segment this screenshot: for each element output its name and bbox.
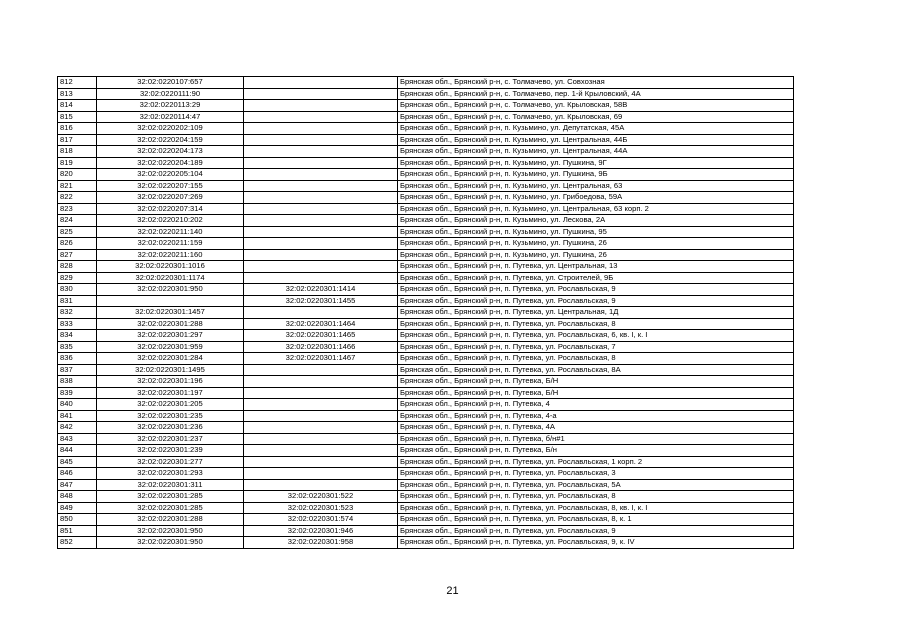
cadastral-number-cell: 32:02:0220301:236: [97, 422, 244, 434]
related-cadastral-number-cell: [244, 468, 398, 480]
table-row: [58, 433, 794, 445]
cadastral-number-cell: 32:02:0220301:950: [97, 537, 244, 549]
address-cell: Брянская обл., Брянский р-н, с. Толмачево, ул. Крыловская, 69: [398, 111, 794, 123]
cadastral-number-cell: 32:02:0220107:657: [97, 77, 244, 89]
row-number-cell: 847: [58, 479, 97, 491]
address-cell: Брянская обл., Брянский р-н, п. Путевка, 4А: [398, 422, 794, 434]
related-cadastral-number-cell: [244, 192, 398, 204]
table-row: [58, 410, 794, 422]
address-cell: Брянская обл., Брянский р-н, п. Путевка, Б/Н: [398, 387, 794, 399]
cadastral-number-cell: 32:02:0220301:235: [97, 410, 244, 422]
cadastral-number-cell: 32:02:0220301:288: [97, 318, 244, 330]
row-number-cell: 813: [58, 88, 97, 100]
related-cadastral-number-cell: [244, 169, 398, 181]
table-row: [58, 249, 794, 261]
row-number-cell: 836: [58, 353, 97, 365]
address-cell: Брянская обл., Брянский р-н, п. Путевка, ул. Рославльская, 3: [398, 468, 794, 480]
row-number-cell: 818: [58, 146, 97, 158]
table-row: [58, 100, 794, 112]
table-body: [58, 77, 794, 549]
cadastral-number-cell: 32:02:0220301:293: [97, 468, 244, 480]
related-cadastral-number-cell: [244, 238, 398, 250]
table-row: [58, 203, 794, 215]
table-row: [58, 111, 794, 123]
cadastral-number-cell: 32:02:0220204:189: [97, 157, 244, 169]
cadastral-number-cell: 32:02:0220301:311: [97, 479, 244, 491]
address-cell: Брянская обл., Брянский р-н, п. Кузьмино, ул. Пушкина, 26: [398, 249, 794, 261]
table-row: [58, 364, 794, 376]
related-cadastral-number-cell: [244, 157, 398, 169]
address-cell: Брянская обл., Брянский р-н, п. Кузьмино, ул. Пушкина, 95: [398, 226, 794, 238]
related-cadastral-number-cell: [244, 479, 398, 491]
cadastral-number-cell: 32:02:0220207:314: [97, 203, 244, 215]
table-row: [58, 123, 794, 135]
address-cell: Брянская обл., Брянский р-н, п. Кузьмино, ул. Лескова, 2А: [398, 215, 794, 227]
related-cadastral-number-cell: 32:02:0220301:1467: [244, 353, 398, 365]
row-number-cell: 825: [58, 226, 97, 238]
cadastral-number-cell: 32:02:0220301:1174: [97, 272, 244, 284]
cadastral-number-cell: 32:02:0220301:205: [97, 399, 244, 411]
cadastral-number-cell: 32:02:0220114:47: [97, 111, 244, 123]
table-row: [58, 169, 794, 181]
table-row: [58, 238, 794, 250]
row-number-cell: 816: [58, 123, 97, 135]
table-row: [58, 445, 794, 457]
address-cell: Брянская обл., Брянский р-н, п. Путевка, Б/Н: [398, 376, 794, 388]
cadastral-number-cell: 32:02:0220202:109: [97, 123, 244, 135]
related-cadastral-number-cell: 32:02:0220301:946: [244, 525, 398, 537]
row-number-cell: 822: [58, 192, 97, 204]
cadastral-number-cell: 32:02:0220211:159: [97, 238, 244, 250]
table-row: [58, 157, 794, 169]
table-row: [58, 399, 794, 411]
table-row: [58, 192, 794, 204]
table-row: [58, 215, 794, 227]
table-row: [58, 525, 794, 537]
related-cadastral-number-cell: [244, 123, 398, 135]
address-cell: Брянская обл., Брянский р-н, п. Путевка, ул. Центральная, 13: [398, 261, 794, 273]
row-number-cell: 841: [58, 410, 97, 422]
table-row: [58, 77, 794, 89]
row-number-cell: 845: [58, 456, 97, 468]
table-row: [58, 376, 794, 388]
table-row: [58, 353, 794, 365]
row-number-cell: 834: [58, 330, 97, 342]
cadastral-number-cell: 32:02:0220207:269: [97, 192, 244, 204]
address-cell: Брянская обл., Брянский р-н, п. Путевка, ул. Рославльская, 1 корп. 2: [398, 456, 794, 468]
cadastral-number-cell: 32:02:0220210:202: [97, 215, 244, 227]
row-number-cell: 832: [58, 307, 97, 319]
cadastral-number-cell: 32:02:0220301:950: [97, 525, 244, 537]
row-number-cell: 837: [58, 364, 97, 376]
related-cadastral-number-cell: [244, 422, 398, 434]
cadastral-number-cell: 32:02:0220301:285: [97, 491, 244, 503]
related-cadastral-number-cell: [244, 249, 398, 261]
cadastral-number-cell: 32:02:0220301:1495: [97, 364, 244, 376]
related-cadastral-number-cell: [244, 387, 398, 399]
address-cell: Брянская обл., Брянский р-н, п. Путевка, ул. Рославльская, 9: [398, 295, 794, 307]
related-cadastral-number-cell: [244, 307, 398, 319]
related-cadastral-number-cell: [244, 111, 398, 123]
address-cell: Брянская обл., Брянский р-н, п. Путевка, ул. Рославльская, 8: [398, 491, 794, 503]
table-row: [58, 180, 794, 192]
cadastral-number-cell: 32:02:0220211:160: [97, 249, 244, 261]
related-cadastral-number-cell: 32:02:0220301:1414: [244, 284, 398, 296]
table-row: [58, 456, 794, 468]
table-row: [58, 491, 794, 503]
related-cadastral-number-cell: [244, 100, 398, 112]
table-row: [58, 387, 794, 399]
table-row: [58, 537, 794, 549]
address-cell: Брянская обл., Брянский р-н, п. Путевка, ул. Строителей, 9Б: [398, 272, 794, 284]
row-number-cell: 838: [58, 376, 97, 388]
related-cadastral-number-cell: [244, 261, 398, 273]
table-row: [58, 514, 794, 526]
address-cell: Брянская обл., Брянский р-н, п. Путевка, ул. Рославльская, 8А: [398, 364, 794, 376]
page-number: 21: [446, 585, 459, 597]
address-cell: Брянская обл., Брянский р-н, п. Кузьмино, ул. Грибоедова, 59А: [398, 192, 794, 204]
cadastral-number-cell: 32:02:0220301:277: [97, 456, 244, 468]
table-row: [58, 134, 794, 146]
cadastral-number-cell: 32:02:0220301:239: [97, 445, 244, 457]
table-row: [58, 261, 794, 273]
related-cadastral-number-cell: [244, 456, 398, 468]
row-number-cell: 833: [58, 318, 97, 330]
table-row: [58, 88, 794, 100]
related-cadastral-number-cell: 32:02:0220301:1455: [244, 295, 398, 307]
table-row: [58, 146, 794, 158]
row-number-cell: 831: [58, 295, 97, 307]
address-cell: Брянская обл., Брянский р-н, п. Путевка, ул. Рославльская, 8: [398, 318, 794, 330]
cadastral-number-cell: 32:02:0220211:140: [97, 226, 244, 238]
table-row: [58, 330, 794, 342]
address-cell: Брянская обл., Брянский р-н, п. Путевка, ул. Рославльская, 5А: [398, 479, 794, 491]
cadastral-number-cell: 32:02:0220301:297: [97, 330, 244, 342]
address-cell: Брянская обл., Брянский р-н, п. Путевка, 4-а: [398, 410, 794, 422]
address-cell: Брянская обл., Брянский р-н, п. Кузьмино, ул. Пушкина, 9Г: [398, 157, 794, 169]
related-cadastral-number-cell: 32:02:0220301:958: [244, 537, 398, 549]
row-number-cell: 846: [58, 468, 97, 480]
row-number-cell: 827: [58, 249, 97, 261]
cadastral-number-cell: 32:02:0220301:1016: [97, 261, 244, 273]
row-number-cell: 840: [58, 399, 97, 411]
address-cell: Брянская обл., Брянский р-н, п. Кузьмино, ул. Центральная, 63 корп. 2: [398, 203, 794, 215]
related-cadastral-number-cell: 32:02:0220301:523: [244, 502, 398, 514]
cadastral-number-cell: 32:02:0220301:285: [97, 502, 244, 514]
address-cell: Брянская обл., Брянский р-н, п. Путевка, ул. Рославльская, 6, кв. I, к. I: [398, 330, 794, 342]
cadastral-number-cell: 32:02:0220301:1457: [97, 307, 244, 319]
related-cadastral-number-cell: [244, 215, 398, 227]
cadastral-number-cell: 32:02:0220301:197: [97, 387, 244, 399]
address-cell: Брянская обл., Брянский р-н, п. Кузьмино, ул. Пушкина, 9Б: [398, 169, 794, 181]
address-cell: Брянская обл., Брянский р-н, с. Толмачево, пер. 1-й Крыловский, 4А: [398, 88, 794, 100]
address-cell: Брянская обл., Брянский р-н, п. Кузьмино, ул. Депутатская, 45А: [398, 123, 794, 135]
address-cell: Брянская обл., Брянский р-н, п. Путевка, ул. Рославльская, 7: [398, 341, 794, 353]
cadastral-number-cell: 32:02:0220205:104: [97, 169, 244, 181]
table-row: [58, 284, 794, 296]
address-cell: Брянская обл., Брянский р-н, п. Кузьмино, ул. Центральная, 44А: [398, 146, 794, 158]
cadastral-number-cell: [97, 295, 244, 307]
address-cell: Брянская обл., Брянский р-н, п. Кузьмино, ул. Центральная, 63: [398, 180, 794, 192]
address-cell: Брянская обл., Брянский р-н, п. Путевка, Б/н: [398, 445, 794, 457]
cadastral-number-cell: 32:02:0220113:29: [97, 100, 244, 112]
cadastral-number-cell: 32:02:0220301:284: [97, 353, 244, 365]
address-cell: Брянская обл., Брянский р-н, п. Путевка, ул. Рославльская, 8: [398, 353, 794, 365]
row-number-cell: 828: [58, 261, 97, 273]
related-cadastral-number-cell: [244, 445, 398, 457]
row-number-cell: 812: [58, 77, 97, 89]
row-number-cell: 844: [58, 445, 97, 457]
row-number-cell: 819: [58, 157, 97, 169]
row-number-cell: 835: [58, 341, 97, 353]
row-number-cell: 829: [58, 272, 97, 284]
table-row: [58, 479, 794, 491]
related-cadastral-number-cell: [244, 376, 398, 388]
row-number-cell: 850: [58, 514, 97, 526]
cadastral-number-cell: 32:02:0220207:155: [97, 180, 244, 192]
row-number-cell: 826: [58, 238, 97, 250]
address-cell: Брянская обл., Брянский р-н, п. Путевка, 4: [398, 399, 794, 411]
related-cadastral-number-cell: [244, 77, 398, 89]
row-number-cell: 843: [58, 433, 97, 445]
address-cell: Брянская обл., Брянский р-н, с. Толмачево, ул. Крыловская, 58В: [398, 100, 794, 112]
table-row: [58, 272, 794, 284]
cadastral-number-cell: 32:02:0220301:237: [97, 433, 244, 445]
cadastral-number-cell: 32:02:0220204:173: [97, 146, 244, 158]
table-row: [58, 295, 794, 307]
cadastral-number-cell: 32:02:0220301:959: [97, 341, 244, 353]
cadastral-number-cell: 32:02:0220301:288: [97, 514, 244, 526]
table-row: [58, 226, 794, 238]
row-number-cell: 814: [58, 100, 97, 112]
table-row: [58, 341, 794, 353]
row-number-cell: 820: [58, 169, 97, 181]
row-number-cell: 823: [58, 203, 97, 215]
related-cadastral-number-cell: [244, 203, 398, 215]
table-row: [58, 318, 794, 330]
related-cadastral-number-cell: 32:02:0220301:1464: [244, 318, 398, 330]
row-number-cell: 817: [58, 134, 97, 146]
related-cadastral-number-cell: [244, 364, 398, 376]
table-row: [58, 502, 794, 514]
address-cell: Брянская обл., Брянский р-н, с. Толмачево, ул. Совхозная: [398, 77, 794, 89]
row-number-cell: 824: [58, 215, 97, 227]
related-cadastral-number-cell: [244, 272, 398, 284]
related-cadastral-number-cell: 32:02:0220301:522: [244, 491, 398, 503]
address-cell: Брянская обл., Брянский р-н, п. Путевка, ул. Рославльская, 9: [398, 284, 794, 296]
row-number-cell: 815: [58, 111, 97, 123]
row-number-cell: 852: [58, 537, 97, 549]
related-cadastral-number-cell: [244, 226, 398, 238]
property-register-table: [57, 76, 794, 549]
address-cell: Брянская обл., Брянский р-н, п. Путевка, ул. Рославльская, 9: [398, 525, 794, 537]
row-number-cell: 839: [58, 387, 97, 399]
row-number-cell: 849: [58, 502, 97, 514]
table-row: [58, 468, 794, 480]
related-cadastral-number-cell: [244, 146, 398, 158]
row-number-cell: 848: [58, 491, 97, 503]
related-cadastral-number-cell: [244, 88, 398, 100]
related-cadastral-number-cell: 32:02:0220301:1465: [244, 330, 398, 342]
row-number-cell: 842: [58, 422, 97, 434]
address-cell: Брянская обл., Брянский р-н, п. Путевка, ул. Центральная, 1Д: [398, 307, 794, 319]
address-cell: Брянская обл., Брянский р-н, п. Путевка, ул. Рославльская, 8, к. 1: [398, 514, 794, 526]
row-number-cell: 821: [58, 180, 97, 192]
related-cadastral-number-cell: [244, 134, 398, 146]
related-cadastral-number-cell: [244, 180, 398, 192]
address-cell: Брянская обл., Брянский р-н, п. Путевка, ул. Рославльская, 8, кв. I, к. I: [398, 502, 794, 514]
row-number-cell: 830: [58, 284, 97, 296]
address-cell: Брянская обл., Брянский р-н, п. Кузьмино, ул. Пушкина, 26: [398, 238, 794, 250]
related-cadastral-number-cell: 32:02:0220301:574: [244, 514, 398, 526]
cadastral-number-cell: 32:02:0220111:90: [97, 88, 244, 100]
related-cadastral-number-cell: [244, 410, 398, 422]
address-cell: Брянская обл., Брянский р-н, п. Кузьмино, ул. Центральная, 44Б: [398, 134, 794, 146]
related-cadastral-number-cell: [244, 433, 398, 445]
related-cadastral-number-cell: 32:02:0220301:1466: [244, 341, 398, 353]
cadastral-number-cell: 32:02:0220301:950: [97, 284, 244, 296]
cadastral-number-cell: 32:02:0220204:159: [97, 134, 244, 146]
table-row: [58, 422, 794, 434]
related-cadastral-number-cell: [244, 399, 398, 411]
cadastral-number-cell: 32:02:0220301:196: [97, 376, 244, 388]
address-cell: Брянская обл., Брянский р-н, п. Путевка, б/н#1: [398, 433, 794, 445]
row-number-cell: 851: [58, 525, 97, 537]
table-row: [58, 307, 794, 319]
address-cell: Брянская обл., Брянский р-н, п. Путевка, ул. Рославльская, 9, к. IV: [398, 537, 794, 549]
